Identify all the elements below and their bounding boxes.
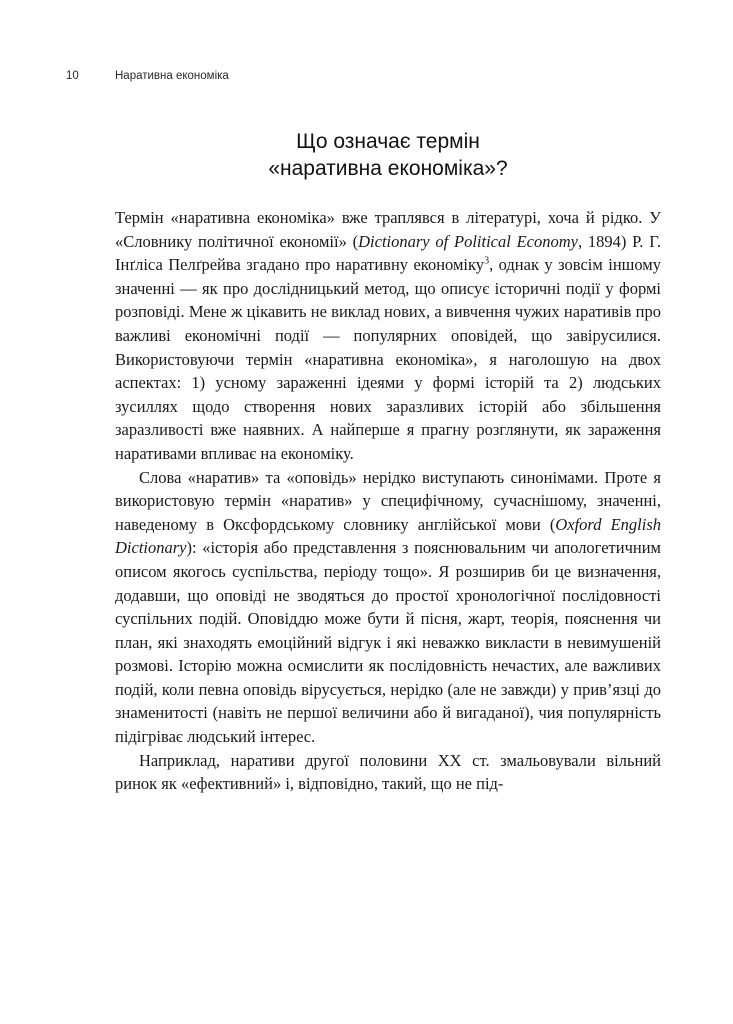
text-segment: ): «історія або представлення з пояснювальним чи апологетичним описом якогось суспільства, періоду тощо». Я розширив би це визначення, додавши, що оповіді не зводяться до простої хронологічної послідовності суспільних подій. Оповіддю може бути й пісня, жарт, теорія, пояснення чи план, які знаходять емоційний відгук і які неважко викласти в невимушеній розмові. Історію можна осмислити як послідовність нечастих, але важливих подій, коли певна оповідь вірусується, нерідко (але не завжди) у прив’язці до знаменитості (навіть не першої величини або й вигаданої), чия популярність підігріває людський інтерес. — [115, 538, 661, 747]
page-number: 10 — [66, 70, 79, 82]
text-segment: Слова «наратив» та «оповідь» нерідко виступають синонімами. Проте я використовую термін «наратив» у специфічному, сучаснішому, значенні, наведеному в Оксфордському словнику англійської мови ( — [115, 467, 661, 534]
chapter-heading-line1: Що означає термін — [296, 130, 480, 153]
chapter-heading-line2: «наративна економіка»? — [268, 157, 508, 180]
text-segment: Dictionary of Political Economy — [358, 231, 578, 251]
page-content — [115, 128, 661, 796]
chapter-heading — [115, 128, 661, 182]
paragraph — [115, 749, 661, 796]
paragraph — [115, 466, 661, 749]
text-segment: , 1894) Р. Г. Інґліса Пелґрейва згадано про наративну економіку — [115, 231, 661, 275]
body-text — [115, 206, 661, 796]
running-title: Наративна економіка — [115, 70, 229, 82]
text-segment: Наприклад, наративи другої половини XX ст. змальовували вільний ринок як «ефективний» і, відповідно, такий, що не під- — [115, 750, 661, 794]
text-segment: Oxford English Dictionary — [115, 514, 661, 558]
text-segment: Термін «наративна економіка» вже траплявся в літературі, хоча й рідко. У «Словнику політичної економії» ( — [115, 208, 661, 251]
text-segment: , однак у зовсім іншому значенні — як про дослідницький метод, що описує історичні події у формі розповіді. Мене ж цікавить не виклад нових, а вивчення чужих наративів про важливі економічні події — популярних оповідей, що завірусилися. Використовуючи термін «наративна економіка», я наголошую на двох аспектах: 1) усному зараженні ідеями у формі історій та 2) людських зусиллях щодо створення нових заразливих історій або збільшення заразливості вже наявних. А найперше я прагну розглянути, як зараження наративами впливає на економіку. — [115, 255, 661, 463]
running-header — [66, 70, 660, 86]
paragraph — [115, 206, 661, 466]
footnote-marker: 3 — [484, 255, 490, 267]
